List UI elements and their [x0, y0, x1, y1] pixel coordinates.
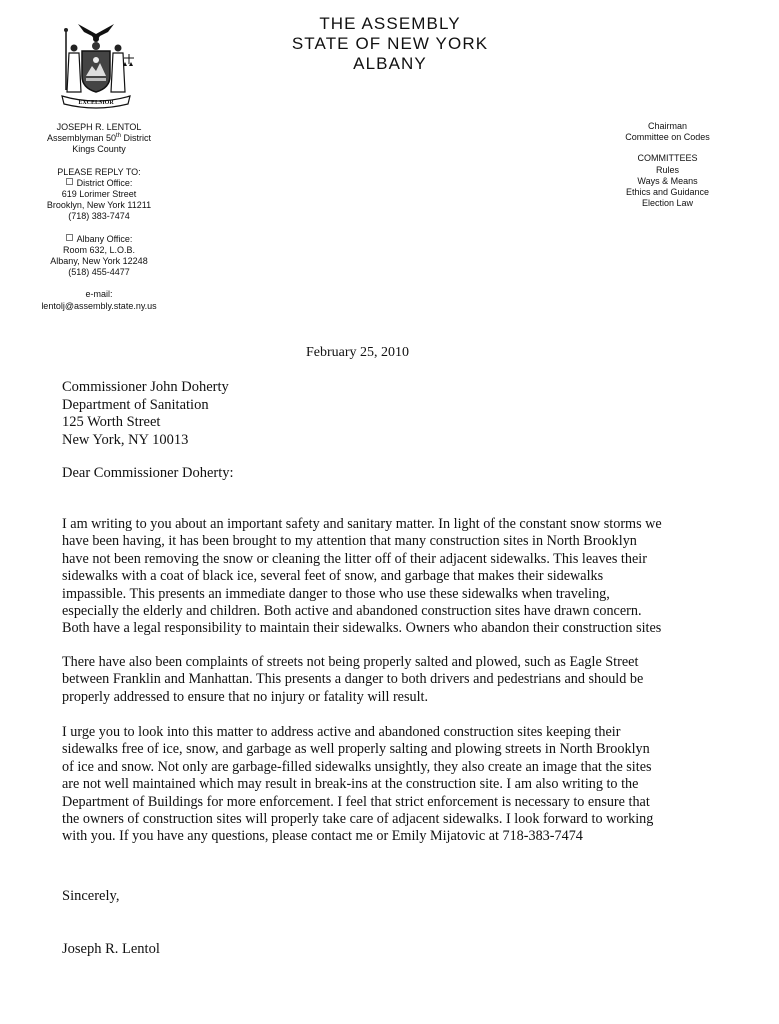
paragraph-line: impassible. This presents an immediate danger to those who use these sidewalks when traveling, [62, 585, 610, 602]
paragraph-line: I am writing to you about an important safety and sanitary matter. In light of the constant snow storms we [62, 516, 662, 532]
title-line-assembly: THE ASSEMBLY [319, 14, 461, 33]
paragraph-line: Department of Buildings for more enforcement. I feel that strict enforcement is necessary to ensure that [62, 793, 650, 810]
letterhead-title [250, 14, 530, 74]
closing: Sincerely, [62, 888, 120, 904]
committee-item: Election Law [641, 198, 694, 209]
district-office-phone: (718) 383-7474 [68, 211, 130, 222]
committee-item: Rules [655, 164, 679, 175]
sender-county: Kings County [72, 144, 126, 155]
motto-ribbon [62, 96, 130, 108]
letter-date: February 25, 2010 [306, 345, 410, 360]
paragraph-line: I urge you to look into this matter to address active and abandoned construction sites keeping their [62, 724, 621, 740]
paragraph-line: with you. If you have any questions, please contact me or Emily Mijatovic at 718-383-7474 [62, 828, 583, 845]
albany-office-option [14, 234, 184, 245]
shield-icon [82, 51, 110, 92]
sender-district [14, 133, 184, 144]
district-office-city: Brooklyn, New York 11211 [46, 200, 152, 211]
checkbox-icon [66, 234, 73, 241]
recipient-department: Department of Sanitation [62, 396, 209, 413]
paragraph-line: of ice and snow. Not only are garbage-filled sidewalks unsightly, they also create an image that the sites [62, 758, 652, 775]
title-line-state: STATE OF NEW YORK [291, 34, 489, 53]
reply-label: PLEASE REPLY TO: [57, 166, 141, 177]
paragraph-line: There have also been complaints of streets not being properly salted and plowed, such as Eagle Street [62, 654, 639, 670]
district-ordinal: th [116, 133, 122, 140]
recipient-street: 125 Worth Street [62, 414, 161, 430]
albany-office-label: Albany Office: [76, 233, 133, 244]
paragraph-line: especially the elderly and children. Both active and abandoned construction sites have drawn concern. [62, 603, 642, 620]
globe-icon [92, 42, 100, 50]
email-address: lentolj@assembly.state.ny.us [41, 300, 157, 311]
paragraph-line: sidewalks with a coat of black ice, several feet of snow, and garbage that makes their sidewalks [62, 568, 604, 585]
body-paragraph-3 [62, 724, 742, 846]
committee-item: Ethics and Guidance [625, 187, 710, 198]
recipient-address [62, 379, 229, 449]
sender-name: JOSEPH R. LENTOL [56, 122, 142, 132]
district-label: District [121, 133, 152, 144]
paragraph-line: the owners of construction sites will properly take care of adjacent sidewalks. I look forward to working [62, 811, 654, 828]
district-office-label: District Office: [76, 177, 133, 188]
albany-office-room: Room 632, L.O.B. [62, 244, 136, 255]
paragraph-line: between Franklin and Manhattan. This presents a danger to both drivers and pedestrians and should be [62, 671, 644, 688]
paragraph-line: properly addressed to ensure that no injury or fatality will result. [62, 688, 429, 705]
committee-item: Ways & Means [637, 175, 698, 186]
seal-motto: EXCELSIOR [78, 100, 114, 106]
paragraph-line: have been having, it has been brought to my attention that many construction sites in North Brooklyn [62, 533, 637, 550]
district-office-option [14, 178, 184, 189]
chair-committee: Committee on Codes [625, 132, 710, 143]
eagle-icon [78, 24, 114, 42]
sender-info [14, 122, 184, 312]
committee-info [600, 121, 735, 209]
district-office-street: 619 Lorimer Street [61, 189, 137, 200]
committees-heading: COMMITTEES [637, 153, 698, 164]
salutation: Dear Commissioner Doherty: [62, 465, 234, 481]
paragraph-line: sidewalks free of ice, snow, and garbage as well properly salting and plowing streets in North Brooklyn [62, 741, 650, 758]
albany-office-phone: (518) 455-4477 [68, 267, 130, 278]
chair-title: Chairman [647, 121, 687, 131]
body-paragraph-2 [62, 654, 742, 706]
paragraph-line: have not been removing the snow or cleaning the litter off of their adjacent sidewalks. This leaves their [62, 550, 647, 567]
recipient-city: New York, NY 10013 [62, 431, 189, 448]
paragraph-line: are not well maintained which may result in break-ins at the construction site. I am also writing to the [62, 776, 639, 793]
albany-office-city: Albany, New York 12248 [50, 256, 148, 267]
title-line-city: ALBANY [353, 54, 427, 73]
recipient-name: Commissioner John Doherty [62, 379, 229, 395]
body-paragraph-1 [62, 516, 742, 638]
paragraph-line: Both have a legal responsibility to maintain their sidewalks. Owners who abandon their construction sites [62, 620, 662, 637]
new-york-state-seal [52, 18, 140, 110]
signature-name: Joseph R. Lentol [62, 941, 160, 957]
justice-figure-icon [111, 45, 134, 93]
email-label: e-mail: [85, 289, 113, 300]
checkbox-icon [66, 178, 73, 185]
district-number: Assemblyman 50 [46, 133, 116, 144]
liberty-figure-icon [64, 28, 81, 92]
